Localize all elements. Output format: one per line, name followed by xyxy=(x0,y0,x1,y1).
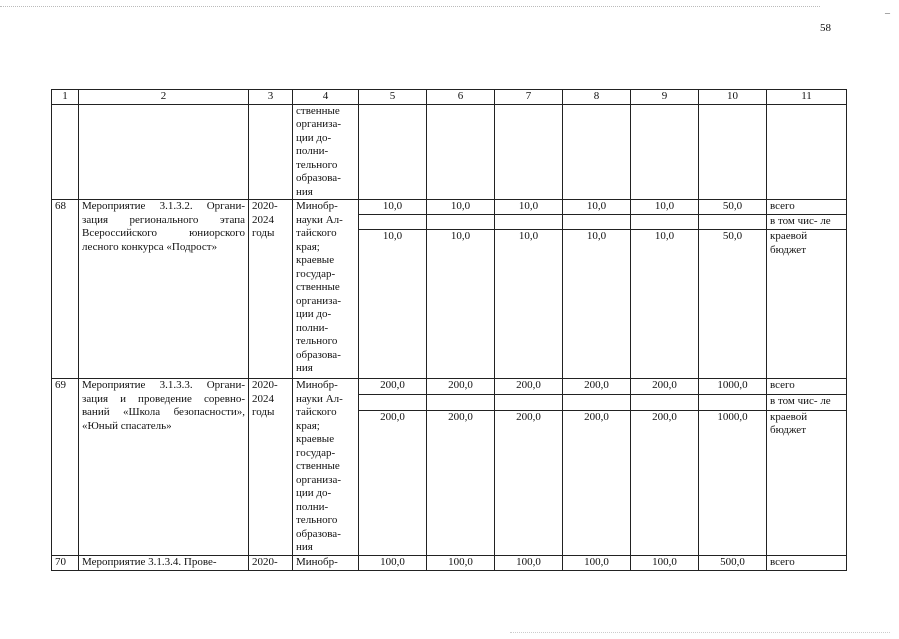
value-cell: 200,0 xyxy=(495,379,563,395)
activity-name: Мероприятие 3.1.3.3. Органи- зация и проведение соревно- ваний «Школа безопасности», «Юный спасатель» xyxy=(79,379,249,556)
value-cell: 10,0 xyxy=(427,230,495,379)
executor-cell: Минобр- науки Ал- тайского края; краевые государ- ственные организа- ции до- полни- тельного образова- ния xyxy=(293,200,359,379)
column-number: 11 xyxy=(767,90,847,105)
value-cell xyxy=(495,215,563,230)
value-cell: 500,0 xyxy=(699,555,767,570)
source-cell: краевой бюджет xyxy=(767,410,847,555)
value-cell: 100,0 xyxy=(427,555,495,570)
value-cell xyxy=(631,394,699,410)
scan-artifact-bottom xyxy=(510,632,890,634)
column-number: 7 xyxy=(495,90,563,105)
value-cell: 100,0 xyxy=(359,555,427,570)
value-cell: 200,0 xyxy=(563,410,631,555)
source-cell: в том чис- ле xyxy=(767,215,847,230)
value-cell: 10,0 xyxy=(563,200,631,215)
value-cell: 50,0 xyxy=(699,230,767,379)
value-cell xyxy=(427,215,495,230)
value-cell xyxy=(495,394,563,410)
value-cell: 1000,0 xyxy=(699,379,767,395)
value-cell xyxy=(563,394,631,410)
period-cell: 2020- 2024 годы xyxy=(249,200,293,379)
value-cell: 200,0 xyxy=(495,410,563,555)
value-cell: 10,0 xyxy=(359,230,427,379)
column-number: 3 xyxy=(249,90,293,105)
budget-table xyxy=(51,89,847,571)
column-number: 10 xyxy=(699,90,767,105)
source-cell: краевой бюджет xyxy=(767,230,847,379)
table-row xyxy=(52,379,847,395)
period-cell: 2020- 2024 годы xyxy=(249,379,293,556)
activity-name: Мероприятие 3.1.3.2. Органи- зация регионального этапа Всероссийского юниорского лесного конкурса «Подрост» xyxy=(79,200,249,379)
value-cell xyxy=(427,394,495,410)
row-number: 69 xyxy=(52,379,79,556)
corner-mark: – xyxy=(885,8,890,19)
value-cell: 200,0 xyxy=(631,410,699,555)
source-cell: всего xyxy=(767,555,847,570)
value-cell xyxy=(359,215,427,230)
value-cell: 200,0 xyxy=(631,379,699,395)
value-cell: 200,0 xyxy=(359,379,427,395)
value-cell: 10,0 xyxy=(563,230,631,379)
value-cell: 10,0 xyxy=(427,200,495,215)
column-number: 5 xyxy=(359,90,427,105)
period-cell: 2020- xyxy=(249,555,293,570)
column-number: 6 xyxy=(427,90,495,105)
column-number: 9 xyxy=(631,90,699,105)
value-cell xyxy=(631,215,699,230)
source-cell: всего xyxy=(767,200,847,215)
column-number: 2 xyxy=(79,90,249,105)
value-cell: 10,0 xyxy=(495,230,563,379)
value-cell: 100,0 xyxy=(495,555,563,570)
value-cell: 200,0 xyxy=(563,379,631,395)
row-number: 68 xyxy=(52,200,79,379)
value-cell: 200,0 xyxy=(427,379,495,395)
table-row xyxy=(52,200,847,215)
column-number: 4 xyxy=(293,90,359,105)
value-cell xyxy=(699,215,767,230)
value-cell: 200,0 xyxy=(359,410,427,555)
value-cell: 10,0 xyxy=(631,230,699,379)
page-number: 58 xyxy=(820,22,831,34)
value-cell: 10,0 xyxy=(359,200,427,215)
value-cell: 100,0 xyxy=(631,555,699,570)
value-cell: 10,0 xyxy=(495,200,563,215)
source-cell: в том чис- ле xyxy=(767,394,847,410)
table-row xyxy=(52,555,847,570)
column-number: 8 xyxy=(563,90,631,105)
carry-over-row xyxy=(52,104,847,200)
value-cell: 200,0 xyxy=(427,410,495,555)
column-number: 1 xyxy=(52,90,79,105)
value-cell xyxy=(359,394,427,410)
scan-artifact-top xyxy=(0,6,820,8)
column-number-row xyxy=(52,90,847,105)
value-cell: 10,0 xyxy=(631,200,699,215)
executor-cell: Минобр- xyxy=(293,555,359,570)
value-cell xyxy=(563,215,631,230)
source-cell: всего xyxy=(767,379,847,395)
value-cell: 100,0 xyxy=(563,555,631,570)
row-number: 70 xyxy=(52,555,79,570)
activity-name: Мероприятие 3.1.3.4. Прове- xyxy=(79,555,249,570)
value-cell: 50,0 xyxy=(699,200,767,215)
value-cell: 1000,0 xyxy=(699,410,767,555)
executor-cell: Минобр- науки Ал- тайского края; краевые государ- ственные организа- ции до- полни- тельного образова- ния xyxy=(293,379,359,556)
value-cell xyxy=(699,394,767,410)
executor-cell: ственные организа- ции до- полни- тельного образова- ния xyxy=(293,104,359,200)
